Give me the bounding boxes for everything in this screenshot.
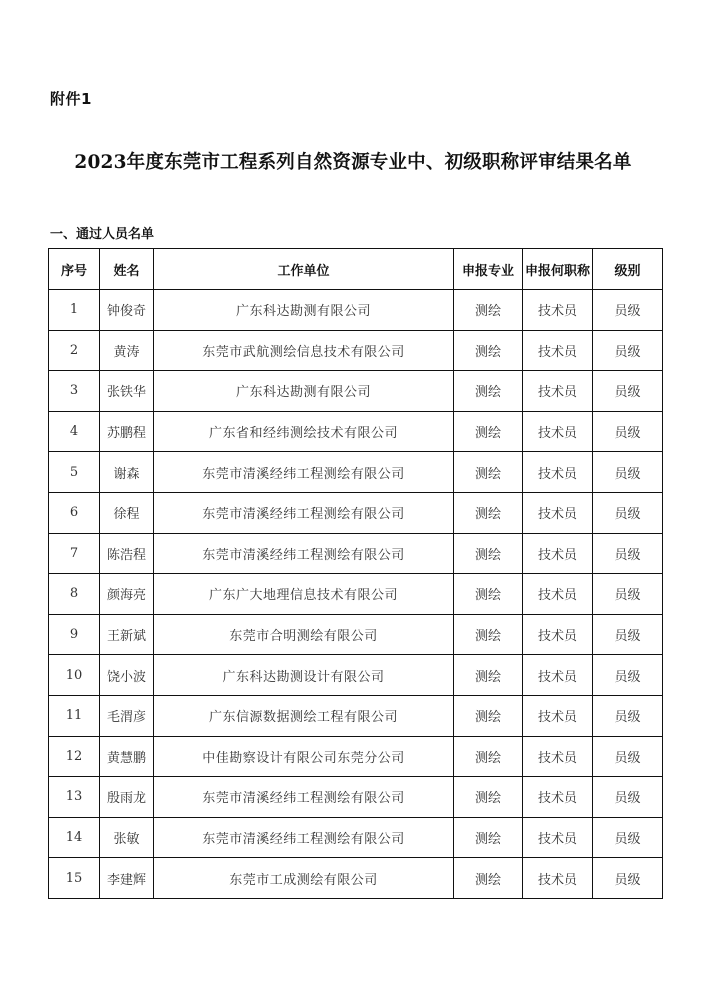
table-header-row [49,249,663,290]
cell-title: 技术员 [523,533,593,574]
cell-name: 颜海亮 [100,574,154,615]
cell-name: 饶小波 [100,655,154,696]
cell-major: 测绘 [454,817,523,858]
document-title: 2023年度东莞市工程系列自然资源专业中、初级职称评审结果名单 [74,152,632,173]
cell-work-unit: 广东信源数据测绘工程有限公司 [154,695,454,736]
cell-serial-number: 7 [49,533,100,574]
table-row [49,411,663,452]
cell-serial-number: 14 [49,817,100,858]
cell-work-unit: 广东广大地理信息技术有限公司 [154,574,454,615]
cell-major: 测绘 [454,736,523,777]
table-row [49,736,663,777]
cell-level: 员级 [593,695,663,736]
cell-name: 钟俊奇 [100,290,154,331]
table-row [49,330,663,371]
cell-name: 张敏 [100,817,154,858]
table-row [49,574,663,615]
cell-work-unit: 东莞市工成测绘有限公司 [154,858,454,899]
cell-title: 技术员 [523,858,593,899]
attachment-label: 附件1 [50,90,92,108]
cell-serial-number: 9 [49,614,100,655]
cell-level: 员级 [593,858,663,899]
cell-work-unit: 东莞市清溪经纬工程测绘有限公司 [154,817,454,858]
cell-level: 员级 [593,614,663,655]
cell-title: 技术员 [523,655,593,696]
cell-serial-number: 12 [49,736,100,777]
cell-serial-number: 11 [49,695,100,736]
header-serial-number: 序号 [49,249,100,290]
table-row [49,492,663,533]
cell-work-unit: 广东科达勘测有限公司 [154,290,454,331]
cell-work-unit: 中佳勘察设计有限公司东莞分公司 [154,736,454,777]
header-title: 申报何职称 [523,249,593,290]
cell-name: 张铁华 [100,371,154,412]
cell-serial-number: 8 [49,574,100,615]
table-row [49,817,663,858]
cell-work-unit: 东莞市清溪经纬工程测绘有限公司 [154,492,454,533]
cell-major: 测绘 [454,858,523,899]
cell-major: 测绘 [454,574,523,615]
cell-major: 测绘 [454,614,523,655]
cell-name: 毛渭彦 [100,695,154,736]
cell-serial-number: 6 [49,492,100,533]
section-heading: 一、通过人员名单 [50,227,155,242]
cell-level: 员级 [593,452,663,493]
cell-title: 技术员 [523,695,593,736]
cell-serial-number: 3 [49,371,100,412]
cell-title: 技术员 [523,330,593,371]
cell-level: 员级 [593,533,663,574]
cell-title: 技术员 [523,736,593,777]
cell-work-unit: 广东科达勘测有限公司 [154,371,454,412]
cell-serial-number: 13 [49,777,100,818]
cell-work-unit: 东莞市清溪经纬工程测绘有限公司 [154,452,454,493]
cell-level: 员级 [593,330,663,371]
cell-major: 测绘 [454,533,523,574]
table-row [49,371,663,412]
cell-work-unit: 东莞市合明测绘有限公司 [154,614,454,655]
table-row [49,614,663,655]
table-row [49,290,663,331]
table-row [49,858,663,899]
cell-title: 技术员 [523,290,593,331]
cell-name: 殷雨龙 [100,777,154,818]
cell-major: 测绘 [454,655,523,696]
cell-title: 技术员 [523,817,593,858]
cell-level: 员级 [593,492,663,533]
cell-major: 测绘 [454,777,523,818]
cell-work-unit: 东莞市清溪经纬工程测绘有限公司 [154,533,454,574]
cell-serial-number: 4 [49,411,100,452]
cell-major: 测绘 [454,492,523,533]
table-body [49,290,663,899]
cell-work-unit: 广东省和经纬测绘技术有限公司 [154,411,454,452]
cell-title: 技术员 [523,492,593,533]
cell-level: 员级 [593,736,663,777]
cell-level: 员级 [593,817,663,858]
cell-level: 员级 [593,371,663,412]
results-table [48,248,663,899]
table-row [49,777,663,818]
cell-major: 测绘 [454,371,523,412]
cell-name: 苏鹏程 [100,411,154,452]
cell-title: 技术员 [523,574,593,615]
cell-major: 测绘 [454,452,523,493]
cell-major: 测绘 [454,695,523,736]
cell-title: 技术员 [523,371,593,412]
cell-name: 王新斌 [100,614,154,655]
cell-major: 测绘 [454,411,523,452]
cell-name: 李建辉 [100,858,154,899]
header-level: 级别 [593,249,663,290]
cell-serial-number: 1 [49,290,100,331]
cell-serial-number: 5 [49,452,100,493]
table-row [49,533,663,574]
cell-serial-number: 15 [49,858,100,899]
cell-name: 谢森 [100,452,154,493]
header-name: 姓名 [100,249,154,290]
table-row [49,655,663,696]
cell-level: 员级 [593,290,663,331]
header-major: 申报专业 [454,249,523,290]
header-work-unit: 工作单位 [154,249,454,290]
cell-name: 陈浩程 [100,533,154,574]
table-row [49,452,663,493]
cell-work-unit: 东莞市清溪经纬工程测绘有限公司 [154,777,454,818]
cell-work-unit: 东莞市武航测绘信息技术有限公司 [154,330,454,371]
cell-name: 黄慧鹏 [100,736,154,777]
cell-name: 徐程 [100,492,154,533]
cell-work-unit: 广东科达勘测设计有限公司 [154,655,454,696]
cell-title: 技术员 [523,452,593,493]
cell-level: 员级 [593,574,663,615]
cell-serial-number: 2 [49,330,100,371]
cell-level: 员级 [593,411,663,452]
cell-major: 测绘 [454,290,523,331]
cell-name: 黄涛 [100,330,154,371]
cell-title: 技术员 [523,777,593,818]
cell-serial-number: 10 [49,655,100,696]
table-row [49,695,663,736]
cell-level: 员级 [593,655,663,696]
cell-title: 技术员 [523,411,593,452]
cell-title: 技术员 [523,614,593,655]
cell-major: 测绘 [454,330,523,371]
cell-level: 员级 [593,777,663,818]
